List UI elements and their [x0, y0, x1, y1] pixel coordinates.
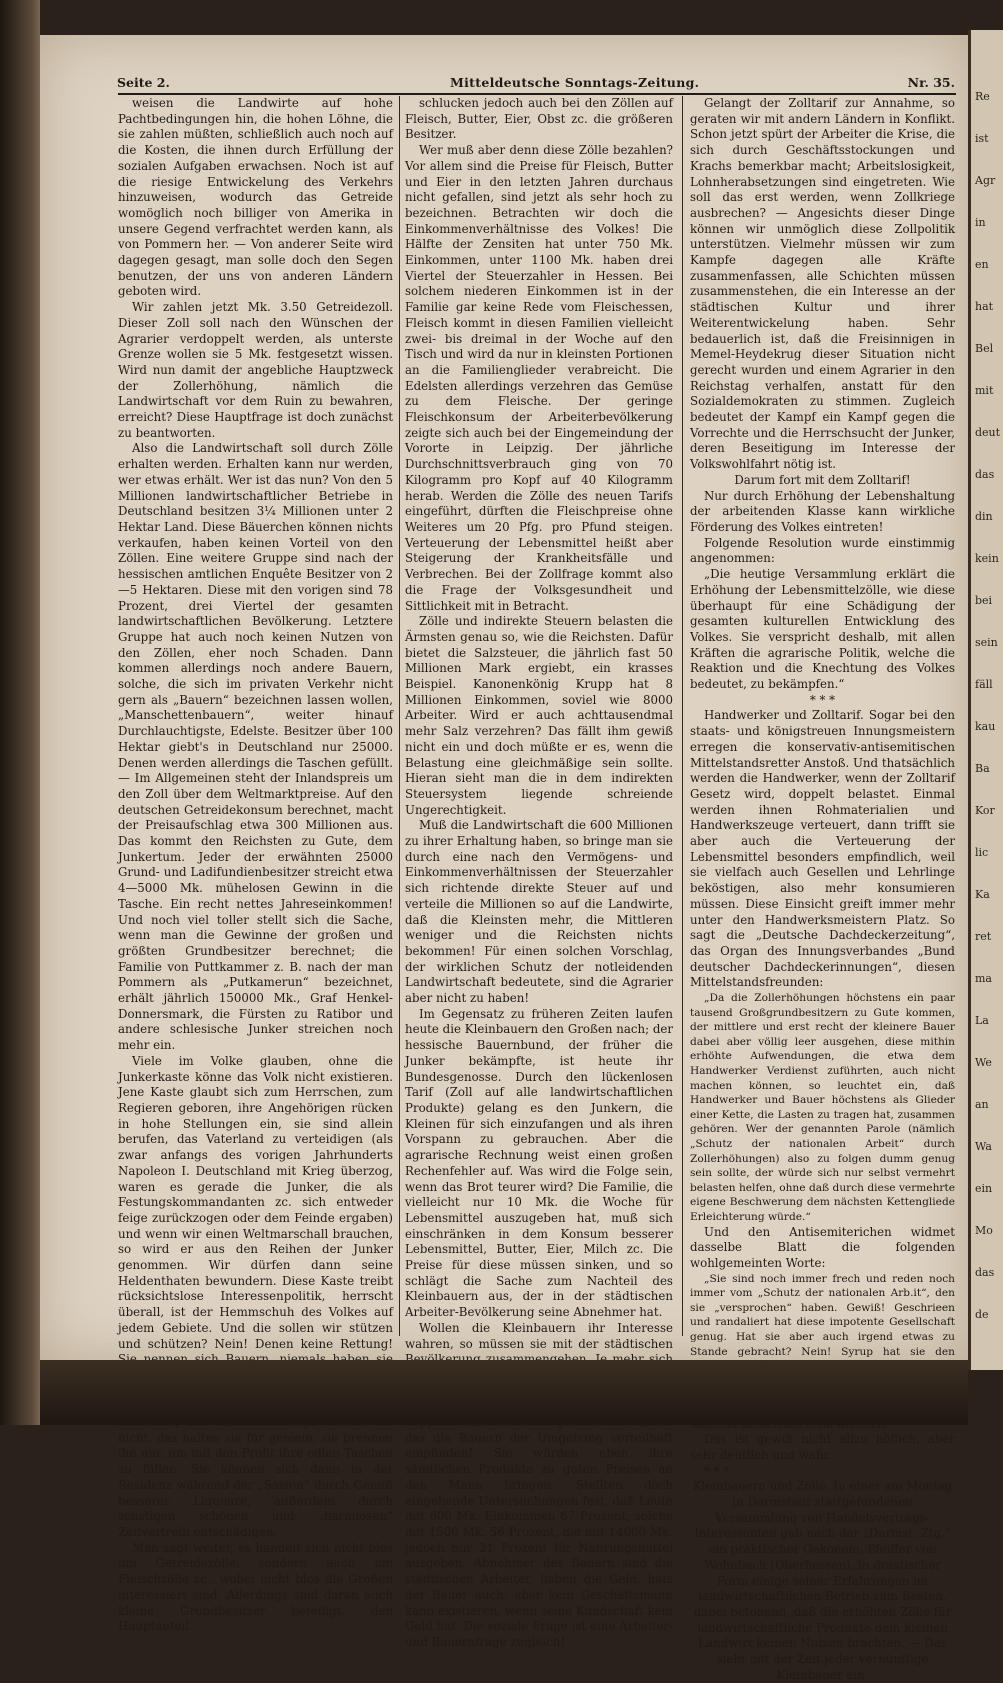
adjacent-page-text-fragment: Ba — [975, 762, 990, 775]
adjacent-page-text-fragment: mit — [975, 384, 994, 397]
article-paragraph: schlucken jedoch auch bei den Zöllen auf Fleisch, Butter, Eier, Obst zc. die größeren Besitzer. — [405, 96, 673, 142]
article-paragraph: Im Gegensatz zu früheren Zeiten laufen heute die Kleinbauern den Großen nach; der hessische Bauernbund, der früher die Junker bekämpfte, ist heute ihr Bundesgenosse. Durch den lückenlosen Tarif (Zoll auf alle landwirtschaftlichen Produkte) gelang es den Junkern, die Kleinen für sich einzufangen und als ihren Vorspann zu gebrauchen. Aber die agrarische Rechnung weist einen großen Rechenfehler auf. Was wird die Folge sein, wenn das Brot teurer wird? Die Familie, die vielleicht nur 10 Mk. die Woche für Lebensmittel auszugeben hat, muß sich einschränken in dem Konsum besserer Lebensmittel, Butter, Eier, Milch zc. Die Preise für diese müssen sinken, und so schlägt die Sache zum Nachteil des Kleinbauern aus, der in der städtischen Arbeiter-Bevölkerung seine Abnehmer hat. — [405, 1006, 673, 1320]
adjacent-page-text-fragment: das — [975, 468, 995, 481]
article-paragraph: Wollen die Kleinbauern ihr Interesse wahren, so müssen sie mit der städtischen das die Bauern der Umgebung vorteilhaft empfinden! Sie würden eben ihre sämtlichen Produkte zu guten Preisen an den Mann bringen. Stellten doch eingehende Untersuchungen fest, daß Leute mit 600 Mk. Einkommen 67 Prozent; solche mit 1500 Mk. 56 Prozent, die mit 14000 Mk. jedoch nur 21 Prozent für Nahrungsmittel ausgeben. Abnehmer des Bauern sind die städtischen Arbeiter, haben die Geld, hats der Bauer auch; aber kein Geschäftsmann kann existieren, wenn seine Kundschaft kein Geld hat. Die soziale Frage ist eine Arbeiter- und Bauernfrage zugleich! — [405, 1320, 673, 1649]
adjacent-page-text-fragment: We — [975, 1056, 992, 1069]
text-column-2 — [405, 96, 673, 1649]
page-header — [75, 75, 955, 93]
adjacent-page-text-fragment: de — [975, 1308, 989, 1321]
adjacent-page-text-fragment: La — [975, 1014, 989, 1027]
adjacent-page-text-fragment: deut — [975, 426, 1001, 439]
page-number: Seite 2. — [117, 75, 170, 90]
column-divider — [399, 96, 400, 1336]
adjacent-page-text-fragment: kein — [975, 552, 999, 565]
adjacent-page-text-fragment: en — [975, 258, 989, 271]
article-paragraph: Man sagt weiter, es handelt sich nicht blos um Getreidezölle, sondern auch um Fleischzölle zc., wobei nicht blos die Großen interessiert sind. Allerdings sind daran auch kleine Grundbesitzer beteiligt, den Hauptanteil — [118, 1540, 393, 1634]
article-paragraph: Handwerker und Zolltarif. Sogar bei den staats- und königstreuen Innungsmeistern erregen die konservativ-antisemitischen Mittelstandsretter Anstoß. Und thatsächlich werden die Handwerker, wenn der Zolltarif Gesetz wird, doppelt belastet. Einmal werden ihnen Rohmaterialien und Handwerkszeuge verteuert, dann trifft sie aber auch die Verteuerung der Lebensmittel besonders empfindlich, weil sie vielfach auch Gesellen und Lehrlinge beköstigen, also mehr konsumieren müssen. Diese Einsicht greift immer mehr unter den Handwerksmeistern Platz. So sagt die „Deutsche Dachdeckerzeitung“, das Organ des Innungsverbandes „Bund deutscher Dachdeckerinnungen“, diesen Mittelstandsfreunden: — [690, 708, 955, 990]
article-paragraph: Nur durch Erhöhung der Lebenshaltung der arbeitenden Klasse kann wirkliche Förderung des Volkes eintreten! — [690, 488, 955, 534]
adjacent-page-text-fragment: lic — [975, 846, 989, 859]
article-paragraph: Wir zahlen jetzt Mk. 3.50 Getreidezoll. Dieser Zoll soll nach den Wünschen der Agrarier verdoppelt werden, als unterste Grenze wollen sie 5 Mk. festgesetzt wissen. Wird nun damit der angebliche Hauptzweck der Zollerhöhung, nämlich die Landwirtschaft vor dem Ruin zu bewahren, erreicht? Diese Hauptfrage ist doch zunächst zu beantworten. — [118, 300, 393, 440]
article-paragraph: * * * — [809, 692, 836, 707]
adjacent-page-text-fragment: an — [975, 1098, 989, 1111]
article-paragraph: Also die Landwirtschaft soll durch Zölle erhalten werden. Erhalten kann nur werden, wer etwas erhält. Wer ist das nun? Von den 5 Millionen landwirtschaftlicher Betriebe in Deutschland besitzen 3¼ Millionen unter 2 Hektar Land. Diese Bäuerchen können nichts verkaufen, haben keinen Vorteil von den Zöllen. Eine weitere Gruppe sind nach der hessischen amtlichen Enquête Besitzer von 2—5 Hektaren. Diese mit den vorigen sind 78 Prozent, drei Viertel der gesamten landwirtschaftlichen Bevölkerung. Letztere Gruppe hat auch noch keinen Nutzen von den Zöllen, eher noch Schaden. Dann kommen allerdings noch andere Bauern, solche, die sich im privaten Verkehr nicht gern als „Bauern“ bezeichnen lassen wollen, „Manschettenbauern“, weiter hinauf Durchlauchtigste, Edelste. Besitzer über 100 Hektar giebt's in Deutschland nur 25000. Denen werden allerdings die Taschen gefüllt. — Im Allgemeinen steht der Inlandspreis um den Zoll über dem Weltmarktpreise. Auf den deutschen Getreidekonsum berechnet, macht der Preisaufschlag etwa 300 Millionen aus. Das kommt den Reichsten zu Gute, dem Junkertum. Jeder der erwähnten 25000 Grund- und Ladifundienbesitzer streicht etwa 4—5000 Mk. mühelosen Gewinn in die Tasche. Ein recht nettes Jahreseinkommen! Und noch viel toller stellt sich die Sache, wenn man die Gewinne der großen und größten Grundbesitzer berechnet; die Familie von Puttkammer z. B. nach der man Pommern als „Putkamerun“ bezeichnet, erhält jährlich 150000 Mk., Graf Henkel-Donnersmark, die Fürsten zu Ratibor und andere schlesische Junker streichen noch mehr ein. — [118, 441, 393, 1053]
text-column-1 — [118, 96, 393, 1634]
header-rule — [118, 93, 956, 95]
adjacent-page-text-fragment: din — [975, 510, 993, 523]
adjacent-page-text-fragment: hat — [975, 300, 994, 313]
article-paragraph: Darum fort mit dem Zolltarif! — [734, 472, 911, 487]
text-column-3 — [690, 96, 955, 1682]
adjacent-page-text-fragment: ein — [975, 1182, 993, 1195]
adjacent-page-text-fragment: Mo — [975, 1224, 993, 1237]
adjacent-page-text-fragment: Kor — [975, 804, 995, 817]
article-paragraph: Viele im Volke glauben, ohne die Junkerkaste könne das Volk nicht existieren. Jene Kaste glaubt sich zum Herrschen, zum Regieren geboren, ihre Angehörigen rücken in hohe Stellungen ein, sie sind allein berufen, das Vaterland zu verteidigen (als zwar anfangs des vorigen Jahrhunderts Napoleon I. Deutschland mit Krieg überzog, waren es gerade die Junker, die als Festungskommandanten zc. sich entweder feige zurückzogen oder dem Feinde ergaben) und wenn wir einen Weltmarschall brauchen, so wird er aus den Reihen der Junker genommen. Wir dürfen dann seine Heldenthaten bewundern. Diese Kaste treibt rücksichtslose Interessenpolitik, herrscht überall, ist der Hemmschuh des Volkes auf jedem Gebiete. Und die sollen wir stützen und schützen? Nein! Denen keine Rettung! nicht, das halten sie für gemein, sie brennen ihn nur, um mit den Profit ihre edlen Taschen zu füllen. Sie können sich dann in der Residenz während der „Saison“ durch Genuß besserer Liqueure, außerdem durch sonstigen schönen und „harmlosen“ Zeitvertreib entschädigen. — [118, 1053, 393, 1539]
adjacent-page-text-fragment: ist — [975, 132, 989, 145]
adjacent-page-text-fragment: kau — [975, 720, 996, 733]
newspaper-title: Mitteldeutsche Sonntags-Zeitung. — [450, 75, 700, 90]
book-spine — [0, 0, 40, 1425]
adjacent-page-text-fragment: fäll — [975, 678, 993, 691]
page-bottom-edge — [40, 1360, 968, 1425]
article-paragraph: Das ist gewiß nicht allzu höflich, aber sehr deutlich und wahr. — [690, 1432, 955, 1462]
adjacent-page-text-fragment: das — [975, 1266, 995, 1279]
article-paragraph: Gelangt der Zolltarif zur Annahme, so geraten wir mit andern Ländern in Konflikt. Schon jetzt spürt der Arbeiter die Krise, die sich durch Geschäftsstockungen und Krachs bemerkbar macht; Arbeitslosigkeit, Lohnherabsetzungen sind eingetreten. Wie soll das erst werden, wenn Zollkriege ausbrechen? — Angesichts dieser Dinge können wir unmöglich diese Zollpolitik unterstützen. Vielmehr müssen wir zum Kampfe dagegen alle Kräfte zusammenfassen, alle Schichten müssen zusammenstehen, die ein Interesse an der städtischen Kultur und ihrer Weiterentwickelung haben. Sehr bedauerlich ist, daß die Freisinnigen in Memel-Heydekrug dieser Situation nicht gerecht wurden und einem Agrarier in den Reichstag verhalfen, anstatt für den Sozialdemokraten zu stimmen. Zugleich bedeutet der Kampf ein Kampf gegen die Vorrechte und die Herrschsucht der Junker, deren Beseitigung im Interesse der Volkswohlfahrt nötig ist. — [690, 96, 955, 472]
adjacent-page-text-fragment: ret — [975, 930, 992, 943]
article-paragraph: Kleinbauern und Zölle. In einer am Montag in Darmstadt stattgefundenen Versammlung von Handelsvertrags-Interessenten gab nach der „Darmst. Ztg.“ ein praktischer Oekonom, Pfeiffer von Wohnbach (Oberhessen), in drastischer Form einige seiner Erfahrungen im landwirtschaftlichen Betrieb zum Besten, dabei betonend, daß die erhöhten Zölle für landwirtschaftliche Produkte dem kleinen Landwirt keinen Nutzen brächten. — Das sieht mit der Zeit jeder vernünftige Kleinbauer ein. — [692, 1479, 953, 1682]
article-paragraph: Muß die Landwirtschaft die 600 Millionen zu ihrer Erhaltung haben, so bringe man sie durch eine nach den Vermögens- und Einkommenverhältnissen der Steuerzahler sich richtende direkte Steuer auf und verteile die Millionen so auf die Landwirte, daß die Kleinsten mehr, die Mittleren weniger und die Reichsten nichts bekommen! Für einen solchen Vorschlag, der wirklichen Schutz der notleidenden Landwirtschaft bedeutete, sind die Agrarier aber nicht zu haben! — [405, 818, 673, 1006]
article-paragraph: Und den Antisemiterichen widmet dasselbe Blatt die folgenden wohlgemeinten Worte: — [690, 1224, 955, 1270]
adjacent-page-text-fragment: Agr — [975, 174, 996, 187]
article-paragraph: „Sie sind noch immer frech und reden noch immer vom „Schutz der nationalen Arb.it“, den sie „versprochen“ haben. Gewiß! Geschrieen und randaliert hat diese impotente Gesellschaft genug. Hat sie aber auch irgend etwas zu Stande gebracht? Nein! Syrup hat sie den — [690, 1272, 955, 1358]
adjacent-page-edge — [968, 30, 1003, 1370]
adjacent-page-text-fragment: sein — [975, 636, 998, 649]
article-paragraph: Zölle und indirekte Steuern belasten die Ärmsten genau so, wie die Reichsten. Dafür bietet die Salzsteuer, die jährlich fast 50 Millionen Mark ergiebt, ein krasses Beispiel. Kanonenkönig Krupp hat 8 Millionen Einkommen, soviel wie 8000 Arbeiter. Wird er auch achttausendmal mehr Salz verzehren? Das fällt ihm gewiß nicht ein und doch müßte er es, wenn die Belastung eine gleichmäßige sein sollte. Hieran sieht man die in dem indirekten Steuersystem liegende schreiende Ungerechtigkeit. — [405, 614, 673, 817]
column-divider — [682, 96, 683, 1336]
adjacent-page-text-fragment: Bel — [975, 342, 994, 355]
adjacent-page-text-fragment: bei — [975, 594, 993, 607]
article-paragraph: „Die heutige Versammlung erklärt die Erhöhung der Lebensmittelzölle, wie diese überhaupt für eine Schädigung der gesamten kulturellen Entwicklung des Volkes. Sie verspricht deshalb, mit allen Kräften die agrarische Politik, welche die Reaktion und die Knechtung des Volkes bedeutet, zu bekämpfen.“ — [690, 567, 955, 692]
adjacent-page-text-fragment: Ka — [975, 888, 990, 901]
issue-number: Nr. 35. — [907, 75, 955, 90]
article-paragraph: weisen die Landwirte auf hohe Pachtbedingungen hin, die hohen Löhne, die sie zahlen müßten, schließlich auch noch auf die Kosten, die ihnen durch Erfüllung der sozialen Aufgaben erwachsen. Noch ist auf die riesige Entwickelung des Verkehrs hinzuweisen, wodurch das Getreide womöglich noch billiger von Amerika in unsere Gegend verfrachtet werden kann, als von Pommern her. — Von anderer Seite wird dagegen gesagt, man solle doch den Segen benutzen, der uns von anderen Ländern geboten wird. — [118, 96, 393, 299]
article-paragraph: Folgende Resolution wurde einstimmig angenommen: — [690, 535, 955, 566]
adjacent-page-text-fragment: ma — [975, 972, 992, 985]
article-paragraph: „Da die Zollerhöhungen höchstens ein paar tausend Großgrundbesitzern zu Gute kommen, der mittlere und erst recht der kleinere Bauer dabei aber völlig leer ausgehen, diese mithin erhöhte Aufwendungen, die etwa dem Handwerker Verdienst zuführten, auch nicht machen können, so leuchtet ein, daß Handwerker und Bauer höchstens als Glieder einer Kette, die Lasten zu tragen hat, zusammen gehören. Wer der genannten Parole (nämlich „Schutz der nationalen Arbeit“ durch Zollerhöhungen) also zu folgen dumm genug sein sollte, der würde sich nur selbst vermehrt belasten helfen, ohne daß durch diese vermehrte eigene Beschwerung dem nächsten Kettengliede Erleichterung würde.“ — [690, 992, 955, 1223]
article-paragraph: Wer muß aber denn diese Zölle bezahlen? Vor allem sind die Preise für Fleisch, Butter und Eier in den letzten Jahren durchaus nicht gefallen, sind jetzt als sehr hoch zu bezeichnen. Betrachten wir doch die Einkommenverhältnisse des Volkes! Die Hälfte der Zensiten hat unter 750 Mk. Einkommen, unter 1100 Mk. haben drei Viertel der Steuerzahler in Hessen. Bei solchem niederen Einkommen ist in der Familie gar keine Rede vom Fleischessen, Fleisch kommt in diesen Familien vielleicht zwei- bis dreimal in der Woche auf den Tisch und wird da nur in kleinsten Portionen an die Familienglieder verabreicht. Die Edelsten allerdings verzehren das Gemüse zu dem Fleische. Der geringe Fleischkonsum der Arbeiterbevölkerung zeigte sich auch bei der Eingemeindung der Vororte in Leipzig. Der jährliche Durchschnittsverbrauch ging von 70 Kilogramm pro Kopf auf 40 Kilogramm herab. Werden die Zölle des neuen Tarifs eingeführt, dürften die Fleischpreise ohne Weiteres um 20 Pfg. pro Pfund steigen. Verteuerung der Lebensmittel heißt aber Steigerung der Krankheitsfälle und Verbrechen. Bei der Zollfrage kommt also die Frage der Volksgesundheit und Sittlichkeit mit in Betracht. — [405, 143, 673, 613]
adjacent-page-text-fragment: Wa — [975, 1140, 992, 1153]
article-paragraph: * * * — [704, 1463, 730, 1478]
adjacent-page-text-fragment: Re — [975, 90, 990, 103]
adjacent-page-text-fragment: in — [975, 216, 986, 229]
